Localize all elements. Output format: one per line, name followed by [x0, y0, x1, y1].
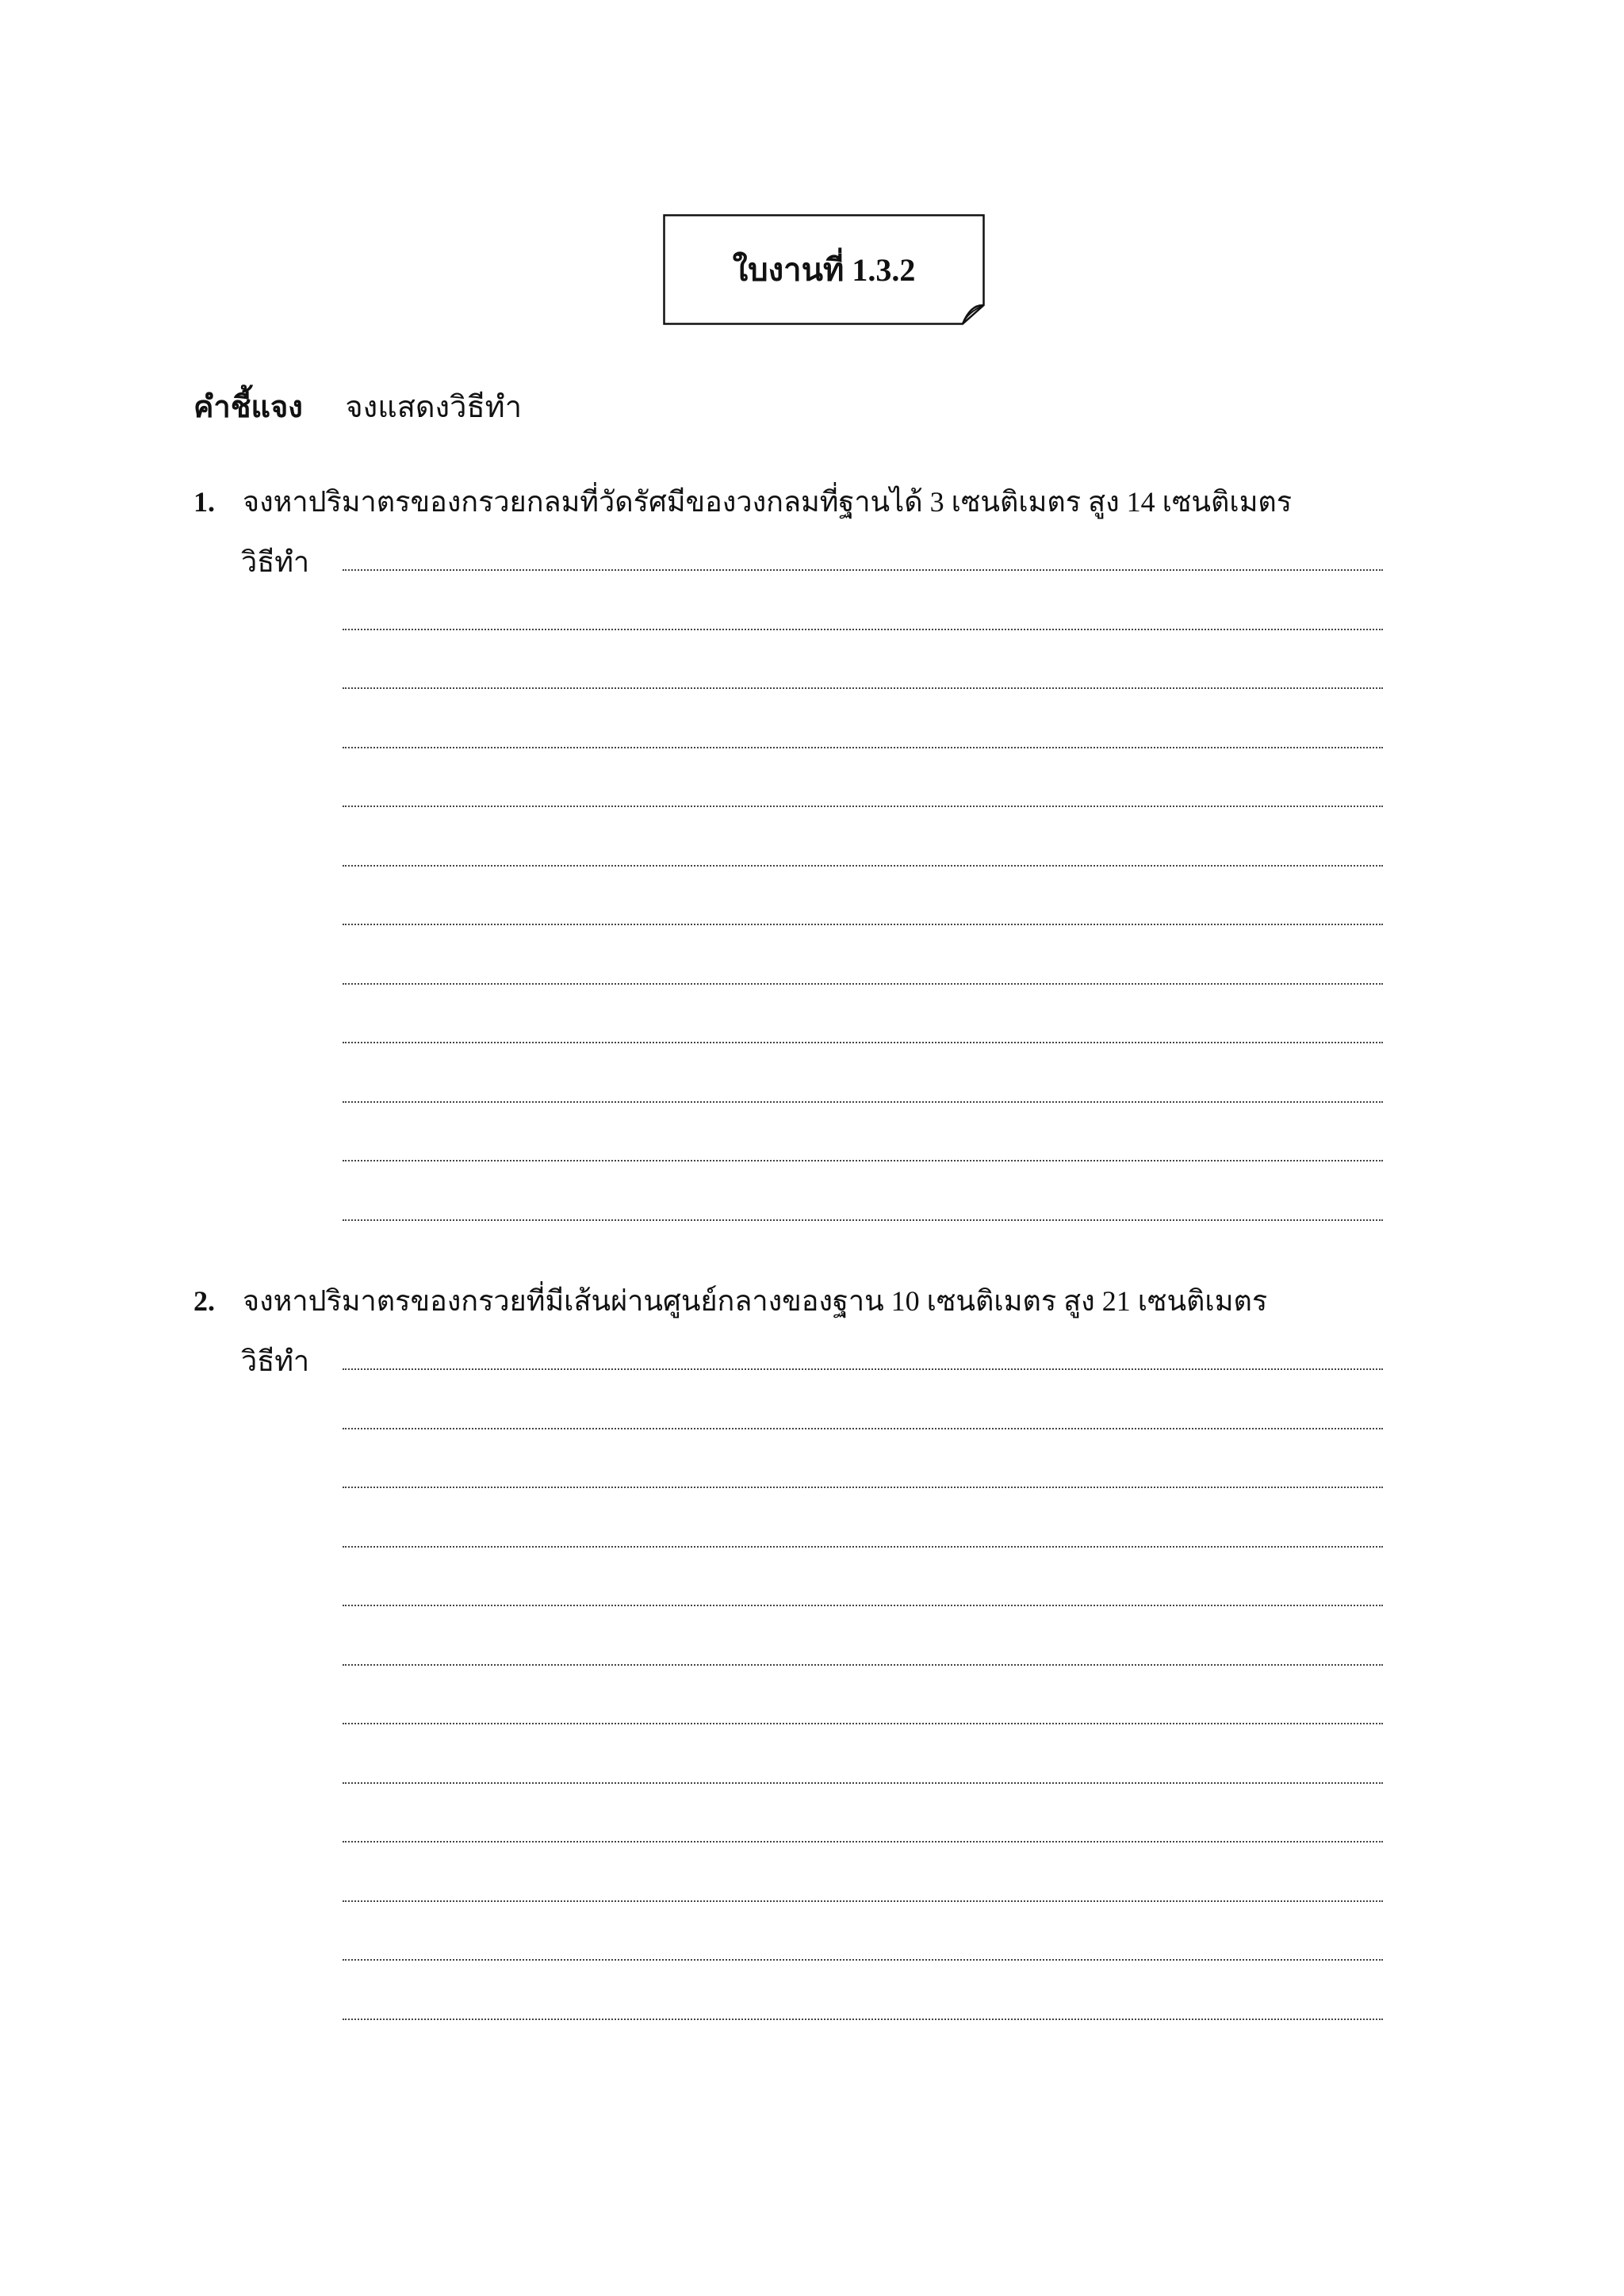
- answer-line[interactable]: [343, 865, 1383, 867]
- answer-line[interactable]: [343, 1605, 1383, 1606]
- question-number: 1.: [193, 486, 215, 518]
- answer-line[interactable]: [343, 806, 1383, 807]
- answer-line[interactable]: [343, 1900, 1383, 1902]
- answer-line[interactable]: [343, 1219, 1383, 1221]
- answer-line[interactable]: [343, 983, 1383, 985]
- question-2: [193, 1278, 1267, 1323]
- instruction-label: คำชี้แจง: [193, 391, 303, 424]
- answer-line[interactable]: [343, 1042, 1383, 1043]
- answer-line[interactable]: [343, 1664, 1383, 1666]
- question-1: [193, 479, 1292, 524]
- question-number: 2.: [193, 1285, 215, 1317]
- instruction-text: จงแสดงวิธีทำ: [345, 391, 523, 424]
- answer-line[interactable]: [343, 1368, 1383, 1370]
- answer-line[interactable]: [343, 629, 1383, 630]
- method-label-2: วิธีทำ: [241, 1345, 310, 1377]
- question-text: จงหาปริมาตรของกรวยกลมที่วัดรัศมีของวงกลมที่ฐานได้ 3 เซนติเมตร สูง 14 เซนติเมตร: [243, 486, 1293, 518]
- answer-line[interactable]: [343, 1428, 1383, 1429]
- instruction-row: [193, 382, 522, 430]
- answer-line[interactable]: [343, 2019, 1383, 2020]
- answer-line[interactable]: [343, 1101, 1383, 1103]
- question-text: จงหาปริมาตรของกรวยที่มีเส้นผ่านศูนย์กลางของฐาน 10 เซนติเมตร สูง 21 เซนติเมตร: [243, 1285, 1268, 1317]
- answer-line[interactable]: [343, 569, 1383, 571]
- answer-line[interactable]: [343, 1546, 1383, 1548]
- answer-line[interactable]: [343, 1723, 1383, 1724]
- answer-line[interactable]: [343, 747, 1383, 748]
- method-label-1: วิธีทำ: [241, 546, 310, 578]
- answer-line[interactable]: [343, 1841, 1383, 1843]
- answer-line[interactable]: [343, 924, 1383, 925]
- answer-line[interactable]: [343, 1959, 1383, 1961]
- worksheet-title-box: [663, 214, 985, 325]
- answer-line[interactable]: [343, 1160, 1383, 1161]
- worksheet-title: ใบงานที่ 1.3.2: [732, 252, 916, 288]
- answer-line[interactable]: [343, 1487, 1383, 1488]
- answer-line[interactable]: [343, 1782, 1383, 1784]
- answer-line[interactable]: [343, 687, 1383, 689]
